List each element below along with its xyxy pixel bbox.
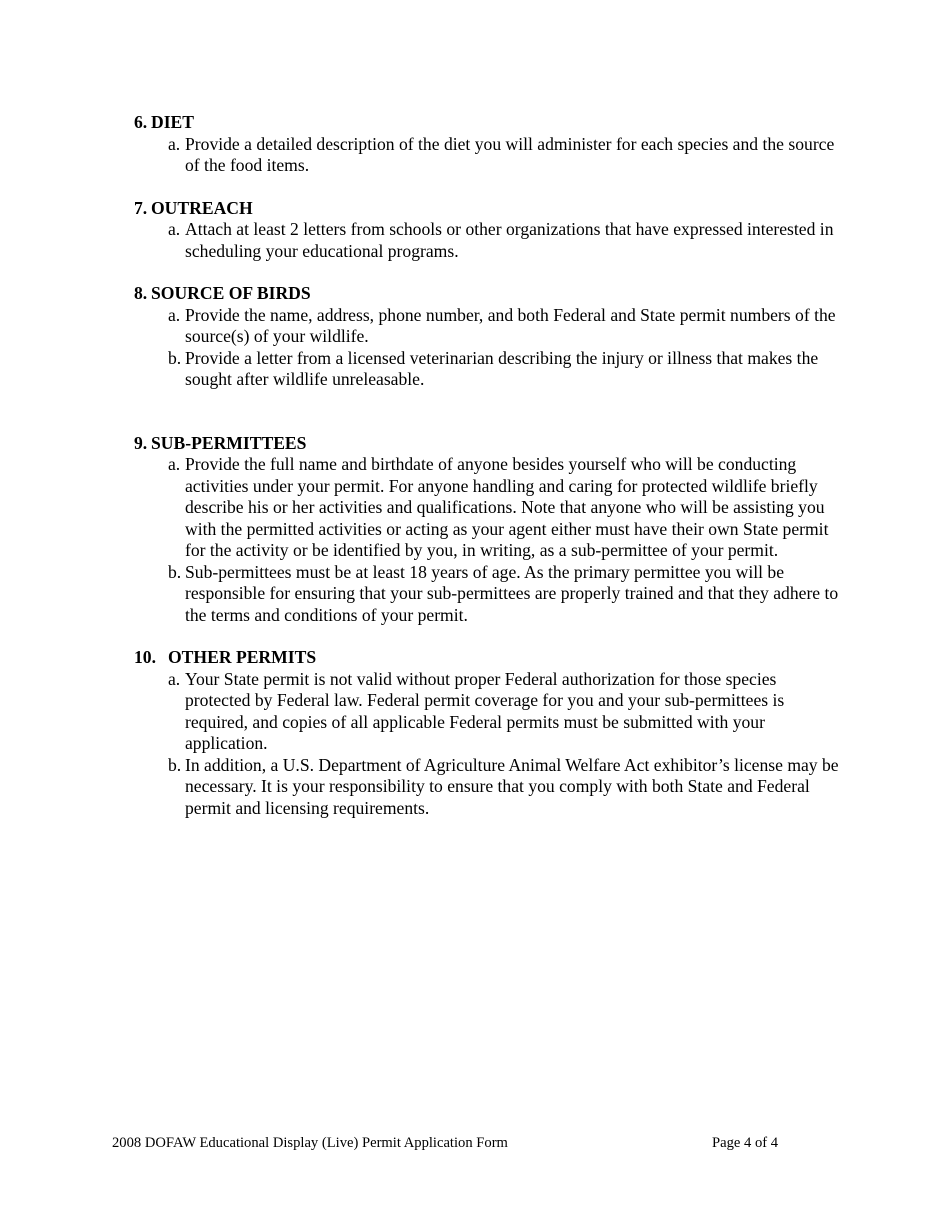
section-heading xyxy=(134,283,854,305)
section-sub-permittees xyxy=(134,433,854,627)
item-letter: b. xyxy=(168,347,182,368)
list-item xyxy=(134,669,845,755)
section-number: 6. xyxy=(134,112,148,132)
list-item xyxy=(134,305,845,348)
section-diet xyxy=(134,112,854,177)
section-title: DIET xyxy=(151,112,195,132)
list-item xyxy=(134,219,845,262)
footer-form-title: 2008 DOFAW Educational Display (Live) Permit Application Form xyxy=(112,1135,508,1151)
section-title: SOURCE OF BIRDS xyxy=(151,283,311,303)
item-text: Your State permit is not valid without proper Federal authorization for those species protected by Federal law. Federal permit coverage for you and your sub-permittees is required, and copies of all applicable Federal permits must be submitted with your application. xyxy=(185,668,785,753)
section-number: 8. xyxy=(134,283,148,303)
section-title: SUB-PERMITTEES xyxy=(151,432,307,453)
section-heading xyxy=(134,433,854,455)
section-heading xyxy=(134,198,854,220)
section-heading xyxy=(134,112,854,134)
item-letter: b. xyxy=(168,754,182,775)
section-title: OUTREACH xyxy=(151,197,253,218)
item-text: Provide a detailed description of the diet you will administer for each species and the source of the food items. xyxy=(185,133,835,175)
item-letter: a. xyxy=(168,668,181,689)
item-letter: b. xyxy=(168,561,182,582)
item-text: Sub-permittees must be at least 18 years of age. As the primary permittee you will be responsible for ensuring that your sub-permittees are properly trained and that they adhere to the terms and conditions of your permit. xyxy=(185,561,839,625)
item-letter: a. xyxy=(168,219,181,239)
item-text: Provide a letter from a licensed veterinarian describing the injury or illness that makes the sought after wildlife unreleasable. xyxy=(185,347,819,389)
document-body xyxy=(0,112,950,819)
item-text: Provide the full name and birthdate of anyone besides yourself who will be conducting activities under your permit. For anyone handling and caring for protected wildlife briefly describe his or her activities and qualifications. Note that anyone who will be assisting you with the permitted activities or acting as your agent either must have their own State permit for the activity or be identified by you, in writing, as a sub-permittee of your permit. xyxy=(185,454,829,560)
item-text: In addition, a U.S. Department of Agriculture Animal Welfare Act exhibitor’s license may be necessary. It is your responsibility to ensure that you comply with both State and Federal permit and licensing requirements. xyxy=(185,754,839,818)
section-outreach xyxy=(134,198,854,263)
item-letter: a. xyxy=(168,304,181,325)
item-letter: a. xyxy=(168,133,181,154)
list-item xyxy=(134,454,845,562)
item-letter: a. xyxy=(168,454,181,474)
footer-page-number: Page 4 of 4 xyxy=(712,1135,779,1151)
item-text: Provide the name, address, phone number, and both Federal and State permit numbers of the source(s) of your wildlife. xyxy=(185,304,836,346)
list-item xyxy=(134,348,845,391)
section-number: 10. xyxy=(134,647,156,667)
list-item xyxy=(134,562,845,627)
list-item xyxy=(134,134,845,177)
section-source-of-birds xyxy=(134,283,854,391)
section-number: 7. xyxy=(134,197,148,218)
section-other-permits xyxy=(134,647,854,819)
section-heading xyxy=(134,647,854,669)
list-item xyxy=(134,755,845,820)
section-number: 9. xyxy=(134,432,148,453)
item-text: Attach at least 2 letters from schools or other organizations that have expressed interested in scheduling your educational programs. xyxy=(185,219,834,261)
section-title: OTHER PERMITS xyxy=(168,647,317,667)
